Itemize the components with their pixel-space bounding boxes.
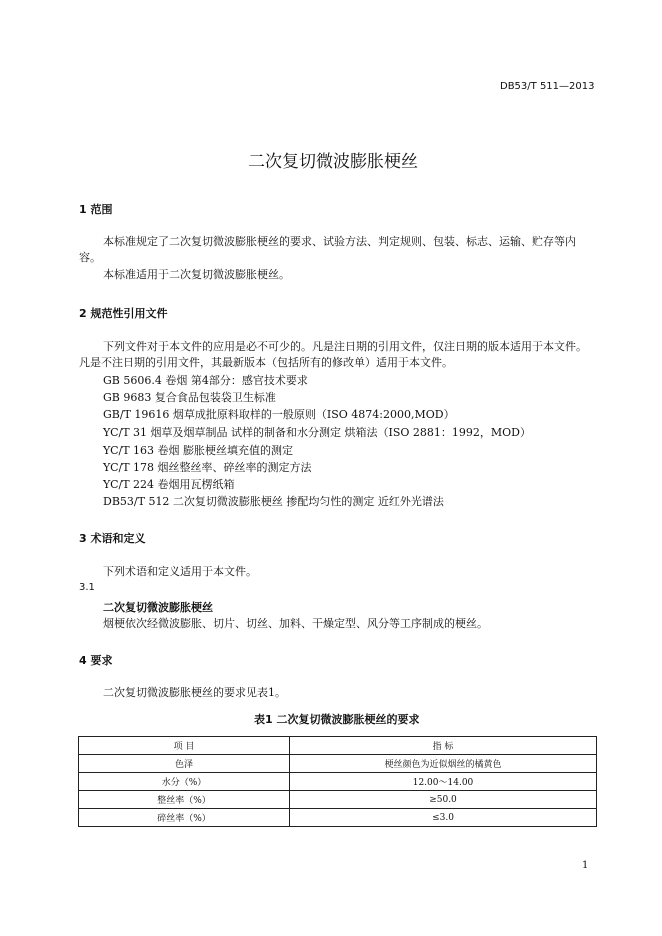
table-row <box>79 755 597 773</box>
table-header-row <box>79 737 597 755</box>
table-caption: 表1 二次复切微波膨胀梗丝的要求 <box>254 713 420 726</box>
document-code: DB53/T 511—2013 <box>500 81 595 92</box>
section-1-heading: 1 范围 <box>79 203 113 216</box>
page-number: 1 <box>582 860 589 871</box>
table-row <box>79 773 597 791</box>
section-4-para: 二次复切微波膨胀梗丝的要求见表1。 <box>103 686 286 699</box>
table-header-cell: 项 目 <box>79 737 290 755</box>
section-1-para-1: 本标准规定了二次复切微波膨胀梗丝的要求、试验方法、判定规则、包装、标志、运输、贮存等内 <box>103 235 576 248</box>
term-number: 3.1 <box>79 582 95 593</box>
section-2-intro-cont: 凡是不注日期的引用文件，其最新版本（包括所有的修改单）适用于本文件。 <box>79 356 453 369</box>
section-3-intro: 下列术语和定义适用于本文件。 <box>103 565 257 578</box>
section-1-para-1-cont: 容。 <box>79 251 101 264</box>
term-definition: 烟梗依次经微波膨胀、切片、切丝、加料、干燥定型、风分等工序制成的梗丝。 <box>103 617 488 630</box>
table-cell: 碎丝率（%） <box>79 809 290 827</box>
term-name: 二次复切微波膨胀梗丝 <box>103 601 213 614</box>
reference-item: GB 5606.4 卷烟 第4部分：感官技术要求 <box>103 374 308 387</box>
document-title: 二次复切微波膨胀梗丝 <box>248 152 418 172</box>
reference-item: GB 9683 复合食品包装袋卫生标准 <box>103 391 276 404</box>
reference-item: YC/T 31 烟草及烟草制品 试样的制备和水分测定 烘箱法（ISO 2881：1992，MOD） <box>103 426 531 439</box>
reference-item: DB53/T 512 二次复切微波膨胀梗丝 掺配均匀性的测定 近红外光谱法 <box>103 495 444 508</box>
reference-item: YC/T 224 卷烟用瓦楞纸箱 <box>103 478 235 491</box>
table-cell: 整丝率（%） <box>79 791 290 809</box>
table-cell: 梗丝颜色为近似烟丝的橘黄色 <box>290 755 597 773</box>
section-4-heading: 4 要求 <box>79 654 113 667</box>
table-row <box>79 809 597 827</box>
section-3-heading: 3 术语和定义 <box>79 532 146 545</box>
reference-item: GB/T 19616 烟草成批原料取样的一般原则（ISO 4874:2000,MOD） <box>103 408 455 421</box>
reference-item: YC/T 163 卷烟 膨胀梗丝填充值的测定 <box>103 444 294 457</box>
table-cell: 水分（%） <box>79 773 290 791</box>
table-header-cell: 指 标 <box>290 737 597 755</box>
section-2-heading: 2 规范性引用文件 <box>79 307 168 320</box>
section-1-para-2: 本标准适用于二次复切微波膨胀梗丝。 <box>103 268 290 281</box>
section-2-intro: 下列文件对于本文件的应用是必不可少的。凡是注日期的引用文件，仅注日期的版本适用于本文件。 <box>103 340 587 353</box>
requirements-table <box>78 736 597 827</box>
table-cell: 色泽 <box>79 755 290 773</box>
table-cell: 12.00～14.00 <box>290 773 597 791</box>
reference-item: YC/T 178 烟丝整丝率、碎丝率的测定方法 <box>103 461 312 474</box>
table-cell: ≤3.0 <box>290 809 597 827</box>
table-row <box>79 791 597 809</box>
table-cell: ≥50.0 <box>290 791 597 809</box>
